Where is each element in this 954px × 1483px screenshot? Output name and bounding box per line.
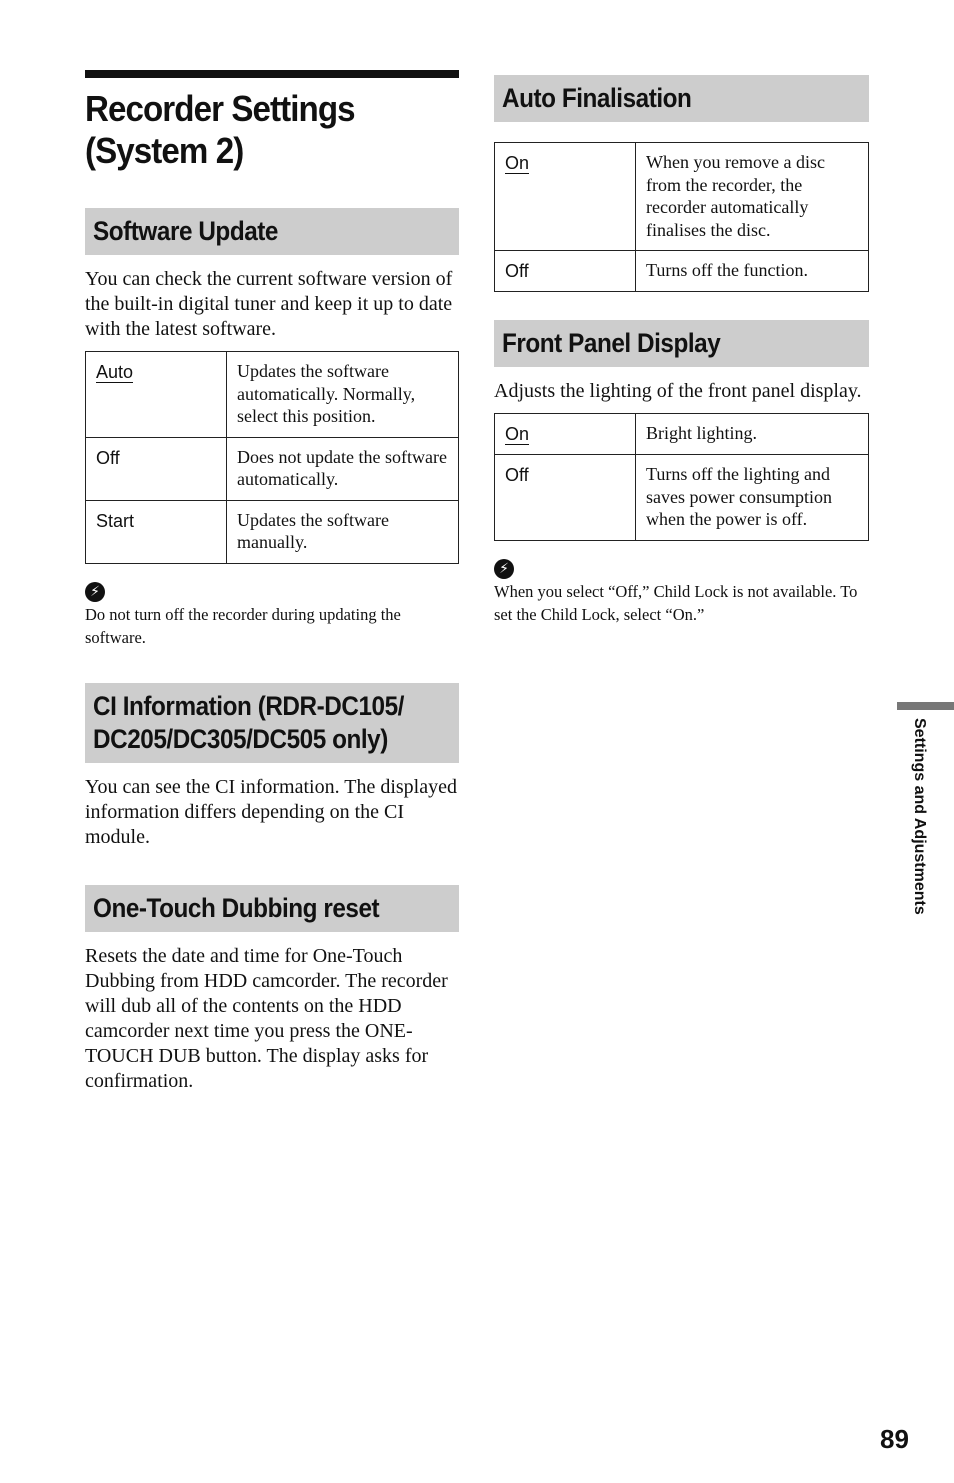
option-value: Updates the software automatically. Normally, select this position. — [227, 352, 459, 438]
option-key — [495, 414, 636, 455]
option-key-start: Start — [86, 500, 227, 563]
right-column — [494, 75, 869, 626]
option-key — [495, 143, 636, 251]
page-title-line1: Recorder Settings — [85, 88, 355, 129]
note-icon: ⚡ — [494, 559, 514, 579]
option-key-off: Off — [495, 251, 636, 292]
option-key-off: Off — [86, 437, 227, 500]
table-row — [86, 437, 459, 500]
option-key — [86, 352, 227, 438]
left-column — [85, 70, 459, 1103]
side-section-label: Settings and Adjustments — [911, 718, 928, 915]
section-tab-marker — [897, 702, 954, 710]
option-key-on: On — [505, 424, 530, 444]
option-value: When you remove a disc from the recorder, the recorder automatically finalises the disc. — [636, 143, 869, 251]
ci-information-heading — [85, 683, 459, 763]
software-update-note: Do not turn off the recorder during updating the software. — [85, 604, 401, 647]
table-row — [495, 251, 869, 292]
front-panel-intro: Adjusts the lighting of the front panel display. — [494, 380, 862, 402]
page-title-line2: (System 2) — [85, 130, 244, 171]
software-update-heading — [85, 208, 459, 255]
option-value: Turns off the function. — [636, 251, 869, 292]
table-row — [495, 455, 869, 541]
table-row — [495, 143, 869, 251]
option-value: Does not update the software automatically. — [227, 437, 459, 500]
one-touch-text: Resets the date and time for One-Touch Dubbing from HDD camcorder. The recorder will dub all of the contents on the HDD camcorder next time you press the ONE-TOUCH DUB button. The display asks for confirmation. — [85, 944, 448, 1092]
option-value: Updates the software manually. — [227, 500, 459, 563]
option-value: Bright lighting. — [636, 414, 869, 455]
option-key-off: Off — [495, 455, 636, 541]
software-update-heading-text: Software Update — [93, 216, 278, 246]
front-panel-note: When you select “Off,” Child Lock is not available. To set the Child Lock, select “On.” — [494, 581, 858, 624]
one-touch-heading-text: One-Touch Dubbing reset — [93, 892, 380, 923]
title-rule — [85, 70, 459, 78]
ci-heading-line2: DC205/DC305/DC505 only) — [93, 723, 388, 754]
option-key-on: On — [505, 153, 530, 173]
software-update-table — [85, 351, 459, 564]
front-panel-table — [494, 413, 869, 541]
table-row — [86, 352, 459, 438]
option-value: Turns off the lighting and saves power consumption when the power is off. — [636, 455, 869, 541]
one-touch-heading — [85, 885, 459, 932]
table-row — [86, 500, 459, 563]
auto-finalisation-heading — [494, 75, 869, 122]
table-row — [495, 414, 869, 455]
front-panel-heading-text: Front Panel Display — [502, 328, 721, 358]
page-title — [85, 88, 429, 172]
ci-heading-line1: CI Information (RDR-DC105/ — [93, 690, 404, 721]
software-update-intro: You can check the current software version of the built-in digital tuner and keep it up to date with the latest software. — [85, 268, 453, 340]
auto-finalisation-heading-text: Auto Finalisation — [502, 83, 692, 113]
note-icon: ⚡ — [85, 582, 105, 602]
ci-information-text: You can see the CI information. The displayed information differs depending on the CI module. — [85, 775, 457, 848]
front-panel-heading — [494, 320, 869, 367]
auto-finalisation-table — [494, 142, 869, 292]
option-key-auto: Auto — [96, 362, 134, 382]
page-number: 89 — [880, 1424, 909, 1454]
